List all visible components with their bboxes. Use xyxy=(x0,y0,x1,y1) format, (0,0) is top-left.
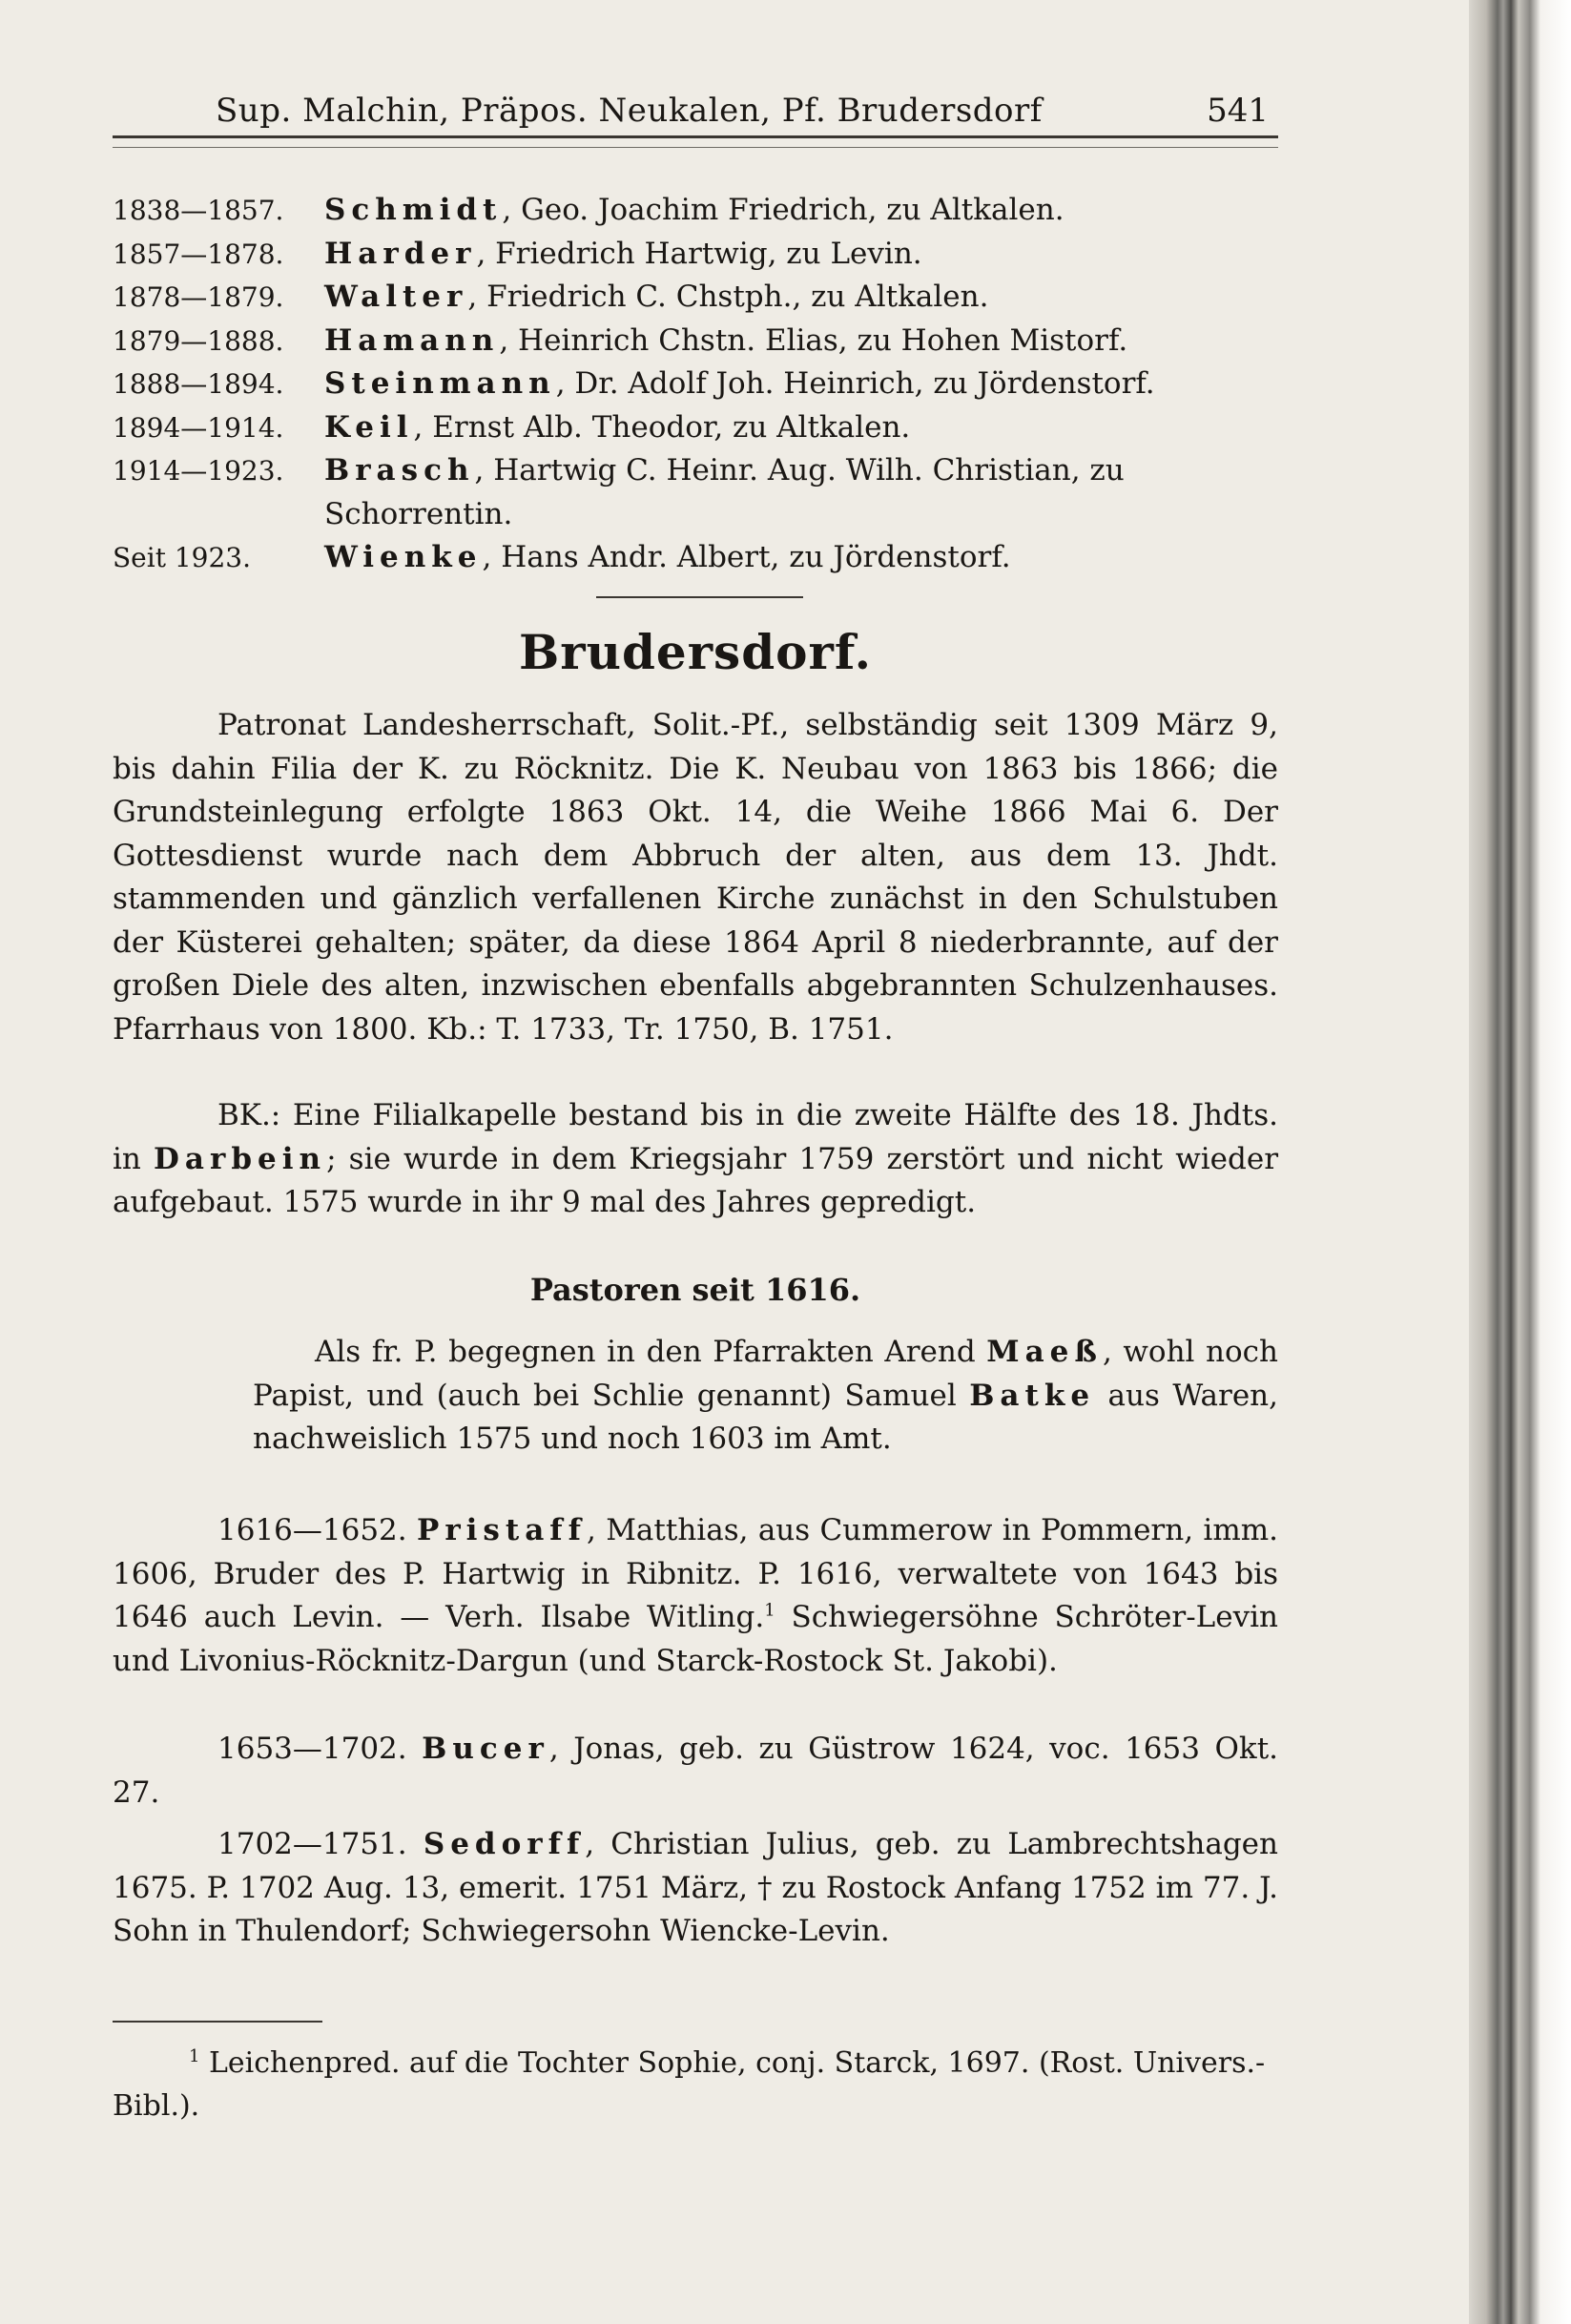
book-spine-edge xyxy=(1469,0,1571,2324)
page-number: 541 xyxy=(1207,92,1269,130)
surname: Harder xyxy=(324,236,477,271)
list-item-years: 1914—1923. xyxy=(113,455,284,487)
surname: Keil xyxy=(324,409,414,445)
footnote-rule xyxy=(113,2021,322,2023)
list-item-details: , Heinrich Chstn. Elias, zu Hohen Mistorf. xyxy=(499,322,1128,358)
text-run: Schwiegersöhne Schröter-Levin und Livonius-Röcknitz-Dargun (und Starck-Rostock St. Jakobi). xyxy=(113,1600,1278,1678)
surname: Hamann xyxy=(324,322,500,358)
paragraph-early-pastors xyxy=(253,1331,1278,1462)
header-title: Sup. Malchin, Präpos. Neukalen, Pf. Brudersdorf xyxy=(216,92,1043,130)
list-item-years: 1838—1857. xyxy=(113,195,284,226)
header-rule xyxy=(113,147,1278,148)
footnote xyxy=(113,2042,1278,2127)
text-run: , wohl noch Papist, und (auch bei Schlie genannt) Samuel xyxy=(253,1335,1278,1413)
surname: Wienke xyxy=(324,540,483,574)
text-run: , Matthias, aus Cummerow in Pommern, imm. 1606, Bruder des P. Hartwig in Ribnitz. P. 1616, verwaltete von 1643 bis 1646 auch Levin. — Verh. Ilsabe Witling. xyxy=(113,1513,1278,1634)
list-item-details: , Friedrich C. Chstph., zu Altkalen. xyxy=(467,280,989,314)
footnote-text: Leichenpred. auf die Tochter Sophie, conj. Starck, 1697. (Rost. Univers.-Bibl.). xyxy=(113,2046,1266,2123)
list-item xyxy=(113,536,1278,580)
years: 1616—1652. xyxy=(217,1513,407,1547)
list-item-years: 1894—1914. xyxy=(113,411,284,444)
list-item xyxy=(113,449,1278,536)
list-item-name xyxy=(324,276,1278,320)
clergy-list xyxy=(113,189,1278,580)
list-item xyxy=(113,320,1278,363)
list-item-details: , Hans Andr. Albert, zu Jördenstorf. xyxy=(482,540,1011,574)
list-item xyxy=(113,363,1278,406)
list-item xyxy=(113,189,1278,233)
list-item-name xyxy=(324,536,1278,580)
list-item-years: 1888—1894. xyxy=(113,368,284,400)
list-item-details: , Friedrich Hartwig, zu Levin. xyxy=(476,236,922,271)
surname: Maeß xyxy=(986,1335,1103,1369)
list-item xyxy=(113,406,1278,450)
text-run: Als fr. P. begegnen in den Pfarrakten Arend xyxy=(315,1335,987,1369)
footnote-number: 1 xyxy=(189,2046,200,2066)
running-header xyxy=(113,92,1278,138)
text-run: ; sie wurde in dem Kriegsjahr 1759 zerstört und nicht wieder aufgebaut. 1575 wurde in ihr 9 mal des Jahres gepredigt. xyxy=(113,1141,1279,1219)
text-run: BK.: Eine Filialkapelle bestand bis in die zweite Hälfte des 18. Jhdts. in xyxy=(113,1098,1278,1176)
list-item-years: 1878—1879. xyxy=(113,281,284,313)
paragraph-pastor-sedorff xyxy=(113,1823,1278,1954)
paragraph-filialkapelle xyxy=(113,1094,1278,1225)
surname: Schmidt xyxy=(324,193,503,227)
surname: Sedorff xyxy=(423,1827,586,1861)
years: 1653—1702. xyxy=(217,1732,407,1766)
list-item-name xyxy=(324,189,1278,233)
surname: Steinmann xyxy=(324,366,556,401)
section-divider xyxy=(596,596,803,598)
paragraph-pastor-pristaff xyxy=(113,1509,1278,1683)
place-name: Darbein xyxy=(154,1141,327,1176)
list-item-name xyxy=(324,449,1278,536)
surname: Pristaff xyxy=(417,1513,587,1547)
surname: Batke xyxy=(969,1378,1096,1413)
text-run: aus Waren, nachweislich 1575 und noch 1603 im Amt. xyxy=(253,1378,1278,1456)
paragraph-patronat: Patronat Landesherrschaft, Solit.-Pf., selbständig seit 1309 März 9, bis dahin Filia der K. zu Röcknitz. Die K. Neubau von 1863 bis 1866; die Grundsteinlegung erfolgte 1863 Okt. 14, die Weihe 1866 Mai 6. Der Gottesdienst wurde nach dem Abbruch der alten, aus dem 13. Jhdt. stammenden und gänzlich verfallenen Kirche zunächst in den Schulstuben der Küsterei gehalten; später, da diese 1864 April 8 niederbrannte, auf der großen Diele des alten, inzwischen ebenfalls abgebrannten Schulzenhauses. Pfarrhaus von 1800. Kb.: T. 1733, Tr. 1750, B. 1751. xyxy=(113,708,1278,1047)
text-run: , Jonas, geb. zu Güstrow 1624, voc. 1653 Okt. 27. xyxy=(113,1732,1279,1810)
list-item xyxy=(113,233,1278,277)
years: 1702—1751. xyxy=(217,1827,407,1861)
text-run: , Christian Julius, geb. zu Lambrechtshagen 1675. P. 1702 Aug. 13, emerit. 1751 März, † zu Rostock Anfang 1752 im 77. J. Sohn in Thulendorf; Schwiegersohn Wiencke-Levin. xyxy=(113,1827,1278,1948)
list-item-name xyxy=(324,363,1278,406)
list-item xyxy=(113,276,1278,320)
list-item-details: , Ernst Alb. Theodor, zu Altkalen. xyxy=(413,409,911,445)
surname: Brasch xyxy=(324,453,475,488)
list-item-years: Seit 1923. xyxy=(113,542,252,573)
paragraph-pastor-bucer xyxy=(113,1728,1278,1815)
list-item-name xyxy=(324,320,1278,363)
list-item-name xyxy=(324,406,1278,450)
list-item-years: 1857—1878. xyxy=(113,238,284,270)
list-item-details: , Dr. Adolf Joh. Heinrich, zu Jördenstorf. xyxy=(555,366,1155,401)
list-item-name xyxy=(324,233,1278,277)
list-item-details: , Geo. Joachim Friedrich, zu Altkalen. xyxy=(502,193,1065,227)
surname: Bucer xyxy=(422,1732,549,1766)
list-item-years: 1879—1888. xyxy=(113,324,284,357)
subheading: Pastoren seit 1616. xyxy=(529,1272,861,1308)
section-title: Brudersdorf. xyxy=(518,624,872,680)
footnote-marker: 1 xyxy=(764,1600,775,1621)
surname: Walter xyxy=(324,280,468,314)
list-item-details: , Hartwig C. Heinr. Aug. Wilh. Christian, zu Schorrentin. xyxy=(324,453,1125,531)
